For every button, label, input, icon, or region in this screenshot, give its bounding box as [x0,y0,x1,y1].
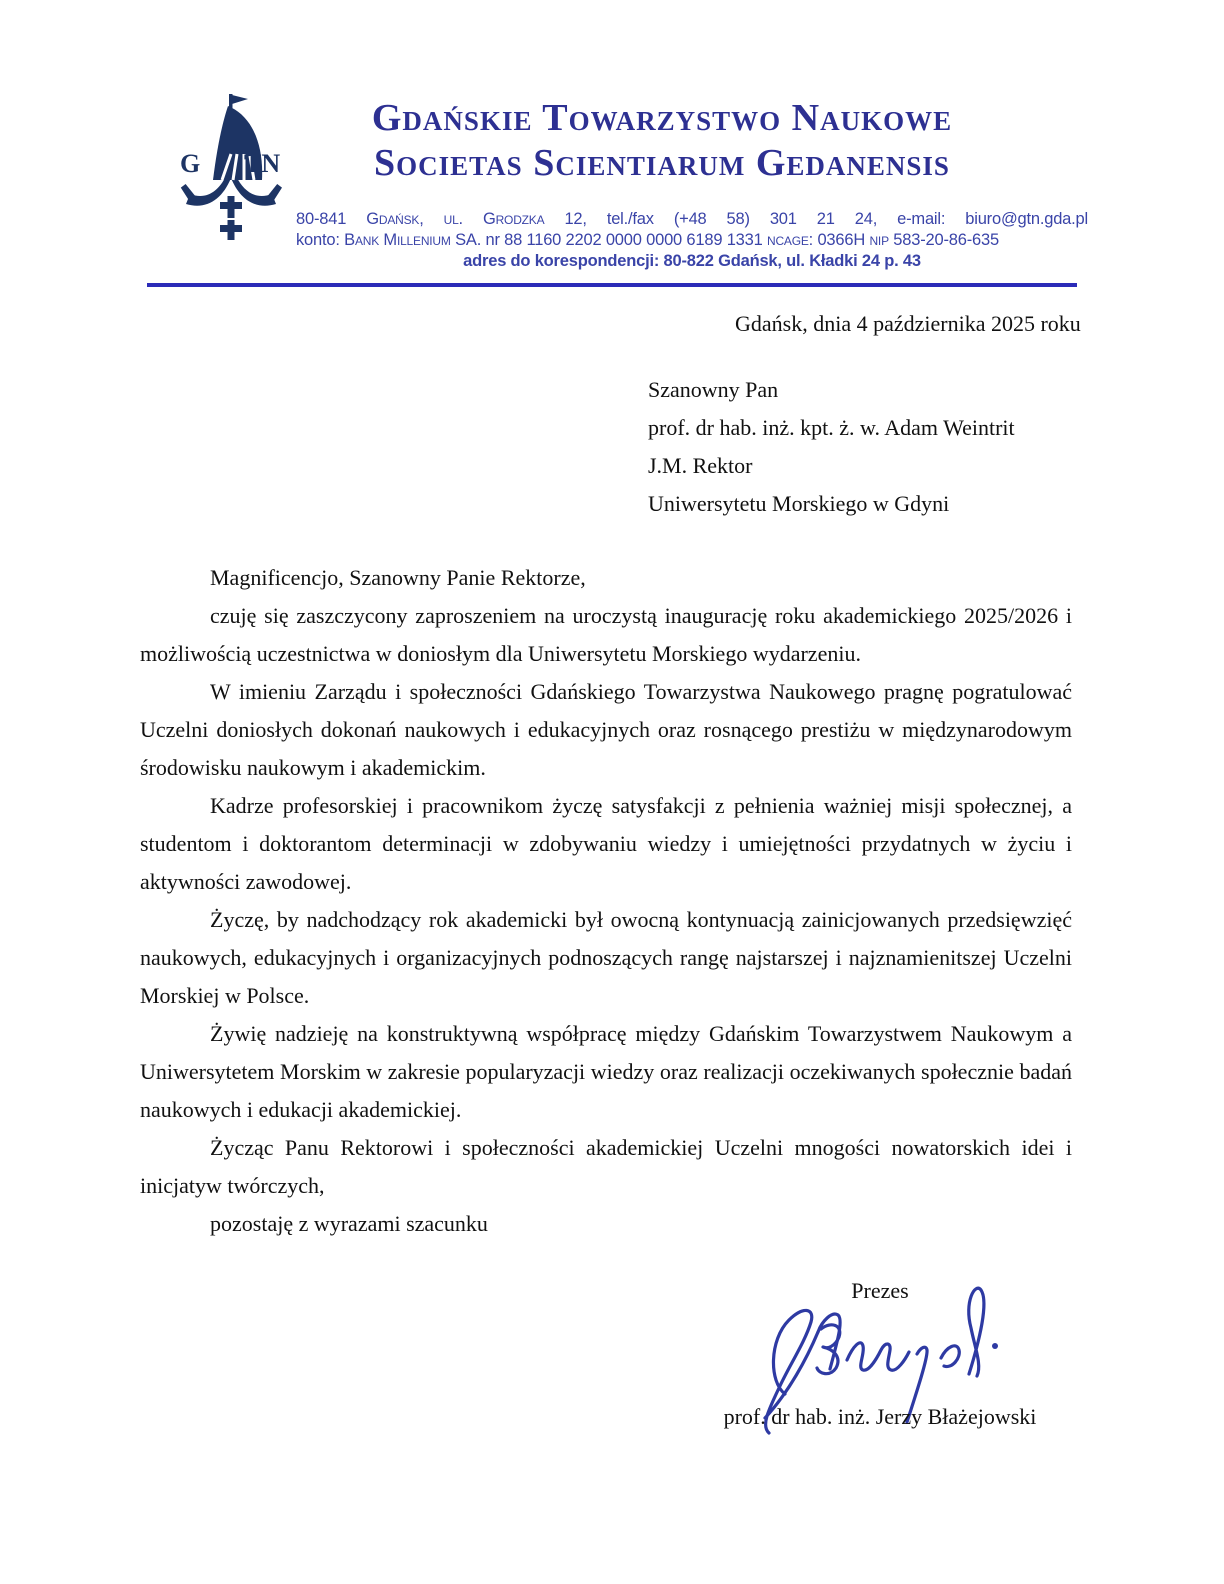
org-name-latin: Societas Scientiarum Gedanensis [374,142,950,184]
recipient-line: J.M. Rektor [648,453,753,478]
street-number: 12, [564,210,587,228]
logo-letter-g: G [180,149,201,178]
letter-paragraph: Żywię nadzieję na konstruktywną współpracę między Gdańskim Towarzystwem Naukowym a Uniwersytetem Morskim w zakresie popularyzacji wiedzy oraz realizacji oczekiwanych społecznie badań naukowych i edukacji akademickiej. [140,1021,1072,1122]
recipient-line: prof. dr hab. inż. kpt. ż. w. Adam Weintrit [648,415,1015,440]
date-line: Gdańsk, dnia 4 października 2025 roku [735,311,1081,336]
street-address: Gdańsk, ul. Grodzka [366,210,545,228]
postal-code: 80-841 [296,210,347,228]
closing-line: pozostaję z wyrazami szacunku [210,1211,488,1236]
contact-line-address [296,209,1088,230]
ncage-label: ncage: [767,231,814,249]
email-address: biuro@gtn.gda.pl [965,210,1088,228]
phone-fax: tel./fax (+48 58) 301 21 24, e-mail: [606,210,946,228]
letter-paragraph: W imieniu Zarządu i społeczności Gdańskiego Towarzystwa Naukowego pragnę pogratulować Uczelni doniosłych dokonań naukowych i edukacyjnych oraz rosnącego prestiżu w międzynarodowym środowisku naukowym i akademickim. [140,679,1072,780]
header-divider [147,283,1077,287]
recipient-block [648,371,1015,523]
gtn-logo-icon [178,92,286,242]
org-titles [300,96,1024,186]
contact-line-bank [296,230,1088,251]
signature-block [700,1278,1060,1448]
recipient-line: Szanowny Pan [648,377,779,402]
letter-paragraph: Kadrze profesorskiej i pracownikom życzę satysfakcji z pełnienia ważniej misji społecznej, a studentom i doktorantom determinacji w zdobywaniu wiedzy i umiejętności przydatnych w życiu i aktywności zawodowej. [140,793,1072,894]
ncage-number: 0366H [817,231,866,249]
letter-body [140,559,1072,1243]
salutation: Magnificencjo, Szanowny Panie Rektorze, [210,565,586,590]
nip-label: nip [869,231,889,249]
contact-block [296,209,1088,272]
letter-paragraph: Życząc Panu Rektorowi i społeczności akademickiej Uczelni mnogości nowatorskich idei i inicjatyw twórczych, [140,1135,1072,1198]
org-name-polish: Gdańskie Towarzystwo Naukowe [371,97,953,139]
correspondence-address: adres do korespondencji: 80-822 Gdańsk, ul. Kładki 24 p. 43 [463,252,921,270]
logo-letters-tn: TN [244,149,281,178]
signer-title: Prezes [851,1278,909,1303]
account-number: SA. nr 88 1160 2202 0000 0000 6189 1331 [455,231,763,249]
nip-number: 583-20-86-635 [893,231,999,249]
account-label: konto: [296,231,340,249]
letter-paragraph: Życzę, by nadchodzący rok akademicki był owocną kontynuacją zainicjowanych przedsięwzięć naukowych, edukacyjnych i organizacyjnych podnoszących rangę najstarszej i najznamienitszej Uczelni Morskiej w Polsce. [140,907,1072,1008]
signer-name: prof. dr hab. inż. Jerzy Błażejowski [723,1404,1037,1429]
bank-name: Bank Millenium [344,231,451,249]
letter-paragraph: czuję się zaszczycony zaproszeniem na uroczystą inaugurację roku akademickiego 2025/2026 i możliwością uczestnictwa w doniosłym dla Uniwersytetu Morskiego wydarzeniu. [140,603,1072,666]
recipient-line: Uniwersytetu Morskiego w Gdyni [648,491,950,516]
